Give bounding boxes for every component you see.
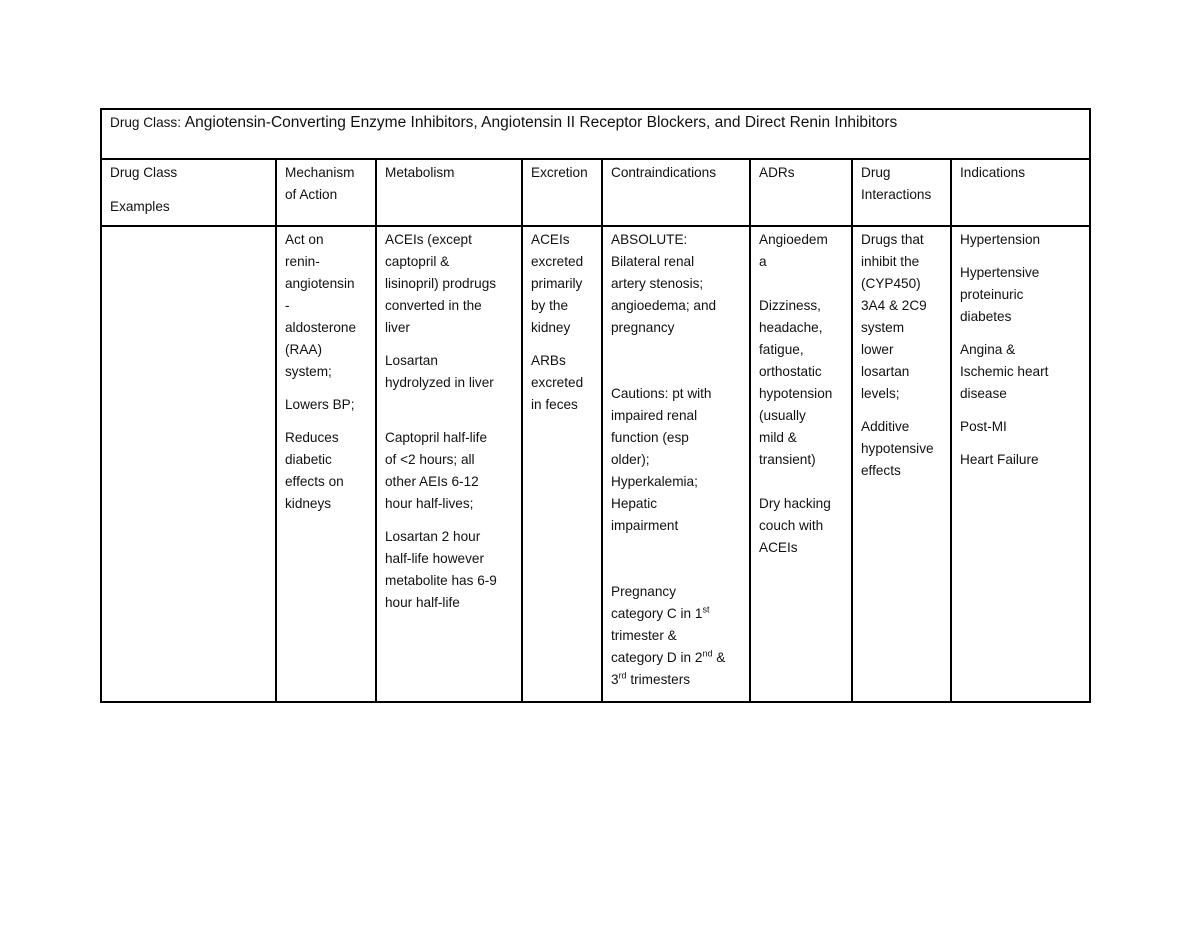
header-indications-label: Indications bbox=[960, 165, 1025, 180]
title-label: Drug Class: bbox=[110, 115, 182, 130]
contraindications-text: ABSOLUTE: bbox=[611, 232, 688, 247]
header-row bbox=[101, 159, 1090, 226]
ordinal-superscript: st bbox=[702, 604, 710, 615]
contraindications-text: older); bbox=[611, 452, 650, 467]
adrs-text: hypotension bbox=[759, 386, 833, 401]
drug-class-table bbox=[100, 108, 1091, 703]
indications-text: Angina & bbox=[960, 342, 1016, 357]
indications-text: Hypertensive bbox=[960, 265, 1040, 280]
mechanism-text: kidneys bbox=[285, 496, 332, 511]
indications-paragraph bbox=[960, 229, 1082, 251]
indications-text: diabetes bbox=[960, 309, 1012, 324]
mechanism-text: (RAA) bbox=[285, 342, 323, 357]
metabolism-cell bbox=[376, 226, 522, 702]
adrs-text: (usually bbox=[759, 408, 806, 423]
title-row bbox=[101, 109, 1090, 159]
adrs-text: Dizziness, bbox=[759, 298, 821, 313]
metabolism-text: Losartan bbox=[385, 353, 438, 368]
contraindications-text: function (esp bbox=[611, 430, 689, 445]
contraindications-text: Hepatic bbox=[611, 496, 658, 511]
mechanism-paragraph bbox=[285, 427, 368, 515]
indications-text: Hypertension bbox=[960, 232, 1041, 247]
adrs-text: couch with bbox=[759, 518, 824, 533]
metabolism-text: half-life however bbox=[385, 551, 484, 566]
interactions-cell bbox=[852, 226, 951, 702]
interactions-text: system bbox=[861, 320, 905, 335]
adrs-text: headache, bbox=[759, 320, 823, 335]
mechanism-text: Reduces bbox=[285, 430, 339, 445]
adrs-text: Dry hacking bbox=[759, 496, 831, 511]
mechanism-cell bbox=[276, 226, 376, 702]
mechanism-text: system; bbox=[285, 364, 332, 379]
mechanism-paragraph bbox=[285, 229, 368, 383]
metabolism-paragraph bbox=[385, 427, 514, 515]
contraindications-cell bbox=[602, 226, 750, 702]
excretion-text: by the bbox=[531, 298, 569, 313]
mechanism-text: Lowers BP; bbox=[285, 397, 355, 412]
indications-text: Heart Failure bbox=[960, 452, 1039, 467]
header-metabolism-label: Metabolism bbox=[385, 165, 455, 180]
indications-paragraph bbox=[960, 416, 1082, 438]
header-interactions bbox=[852, 159, 951, 226]
contraindications-text: trimester & bbox=[611, 628, 677, 643]
mechanism-text: angiotensin bbox=[285, 276, 355, 291]
contraindications-text: Bilateral renal bbox=[611, 254, 695, 269]
header-indications bbox=[951, 159, 1090, 226]
title-text: Angiotensin-Converting Enzyme Inhibitors, Angiotensin II Receptor Blockers, and Direct Renin Inhibitors bbox=[184, 114, 898, 131]
adrs-text: Angioedem bbox=[759, 232, 828, 247]
examples-cell bbox=[101, 226, 276, 702]
mechanism-text: aldosterone bbox=[285, 320, 357, 335]
contraindications-text: pregnancy bbox=[611, 320, 675, 335]
metabolism-text: metabolite has 6-9 bbox=[385, 573, 497, 588]
interactions-text: losartan bbox=[861, 364, 910, 379]
metabolism-text: other AEIs 6-12 bbox=[385, 474, 479, 489]
content-row bbox=[101, 226, 1090, 702]
header-adrs bbox=[750, 159, 852, 226]
interactions-text: Additive bbox=[861, 419, 910, 434]
header-mechanism-line1: Mechanism bbox=[285, 165, 355, 180]
adrs-text: orthostatic bbox=[759, 364, 822, 379]
excretion-text: ARBs bbox=[531, 353, 566, 368]
indications-text: Ischemic heart bbox=[960, 364, 1049, 379]
contraindications-text-part: category C in 1 bbox=[611, 606, 703, 621]
contraindications-text: Hyperkalemia; bbox=[611, 474, 698, 489]
ordinal-superscript: nd bbox=[702, 648, 713, 659]
contraindications-text: Cautions: pt with bbox=[611, 386, 712, 401]
interactions-text: inhibit the bbox=[861, 254, 920, 269]
metabolism-text: hydrolyzed in liver bbox=[385, 375, 494, 390]
contraindications-text: Pregnancy bbox=[611, 584, 676, 599]
interactions-paragraph bbox=[861, 416, 943, 482]
adrs-text: transient) bbox=[759, 452, 816, 467]
metabolism-text: Losartan 2 hour bbox=[385, 529, 481, 544]
excretion-cell bbox=[522, 226, 602, 702]
interactions-text: 3A4 & 2C9 bbox=[861, 298, 927, 313]
header-interactions-line1: Drug bbox=[861, 165, 891, 180]
indications-paragraph bbox=[960, 339, 1082, 405]
excretion-paragraph bbox=[531, 229, 594, 339]
excretion-text: excreted bbox=[531, 254, 584, 269]
title-cell bbox=[101, 109, 1090, 159]
header-excretion bbox=[522, 159, 602, 226]
interactions-text: hypotensive bbox=[861, 441, 934, 456]
excretion-paragraph bbox=[531, 350, 594, 416]
header-metabolism bbox=[376, 159, 522, 226]
metabolism-text: of <2 hours; all bbox=[385, 452, 475, 467]
metabolism-text: lisinopril) prodrugs bbox=[385, 276, 497, 291]
header-excretion-label: Excretion bbox=[531, 165, 588, 180]
metabolism-text: converted in the bbox=[385, 298, 482, 313]
interactions-text: levels; bbox=[861, 386, 900, 401]
ordinal-superscript: rd bbox=[618, 670, 627, 681]
header-mechanism-line2: of Action bbox=[285, 187, 338, 202]
indications-paragraph bbox=[960, 262, 1082, 328]
excretion-text: excreted bbox=[531, 375, 584, 390]
interactions-text: lower bbox=[861, 342, 894, 357]
contraindications-text bbox=[611, 669, 742, 691]
mechanism-text: effects on bbox=[285, 474, 344, 489]
metabolism-text: liver bbox=[385, 320, 410, 335]
header-drug-class-label: Drug Class bbox=[110, 165, 178, 180]
adrs-text: a bbox=[759, 254, 767, 269]
contraindications-text: angioedema; and bbox=[611, 298, 717, 313]
adrs-text: mild & bbox=[759, 430, 797, 445]
contraindications-text-part: trimesters bbox=[626, 672, 691, 687]
header-examples-label: Examples bbox=[110, 199, 170, 214]
interactions-text: (CYP450) bbox=[861, 276, 921, 291]
metabolism-text: Captopril half-life bbox=[385, 430, 487, 445]
excretion-text: primarily bbox=[531, 276, 583, 291]
header-adrs-label: ADRs bbox=[759, 165, 795, 180]
interactions-text: effects bbox=[861, 463, 901, 478]
contraindications-text bbox=[611, 647, 742, 669]
header-mechanism bbox=[276, 159, 376, 226]
metabolism-paragraph bbox=[385, 526, 514, 614]
mechanism-text: Act on bbox=[285, 232, 324, 247]
contraindications-text-part: & bbox=[712, 650, 726, 665]
excretion-text: ACEIs bbox=[531, 232, 570, 247]
header-drug-class bbox=[101, 159, 276, 226]
header-contraindications bbox=[602, 159, 750, 226]
mechanism-text: - bbox=[285, 298, 290, 313]
indications-paragraph bbox=[960, 449, 1082, 471]
metabolism-text: hour half-lives; bbox=[385, 496, 474, 511]
contraindications-text: impaired renal bbox=[611, 408, 698, 423]
indications-cell bbox=[951, 226, 1090, 702]
excretion-text: in feces bbox=[531, 397, 578, 412]
mechanism-text: diabetic bbox=[285, 452, 332, 467]
contraindications-text: impairment bbox=[611, 518, 679, 533]
contraindications-text-part: 3 bbox=[611, 672, 619, 687]
metabolism-text: captopril & bbox=[385, 254, 450, 269]
metabolism-paragraph bbox=[385, 229, 514, 339]
metabolism-paragraph bbox=[385, 350, 514, 394]
interactions-text: Drugs that bbox=[861, 232, 924, 247]
header-contraindications-label: Contraindications bbox=[611, 165, 717, 180]
indications-text: proteinuric bbox=[960, 287, 1024, 302]
indications-text: disease bbox=[960, 386, 1007, 401]
contraindications-text bbox=[611, 603, 742, 625]
mechanism-text: renin- bbox=[285, 254, 320, 269]
contraindications-text-part: category D in 2 bbox=[611, 650, 703, 665]
adrs-text: fatigue, bbox=[759, 342, 804, 357]
metabolism-text: hour half-life bbox=[385, 595, 460, 610]
mechanism-paragraph bbox=[285, 394, 368, 416]
metabolism-text: ACEIs (except bbox=[385, 232, 472, 247]
interactions-paragraph bbox=[861, 229, 943, 405]
adrs-cell bbox=[750, 226, 852, 702]
header-interactions-line2: Interactions bbox=[861, 187, 932, 202]
adrs-text: ACEIs bbox=[759, 540, 798, 555]
contraindications-text: artery stenosis; bbox=[611, 276, 704, 291]
indications-text: Post-MI bbox=[960, 419, 1007, 434]
excretion-text: kidney bbox=[531, 320, 571, 335]
